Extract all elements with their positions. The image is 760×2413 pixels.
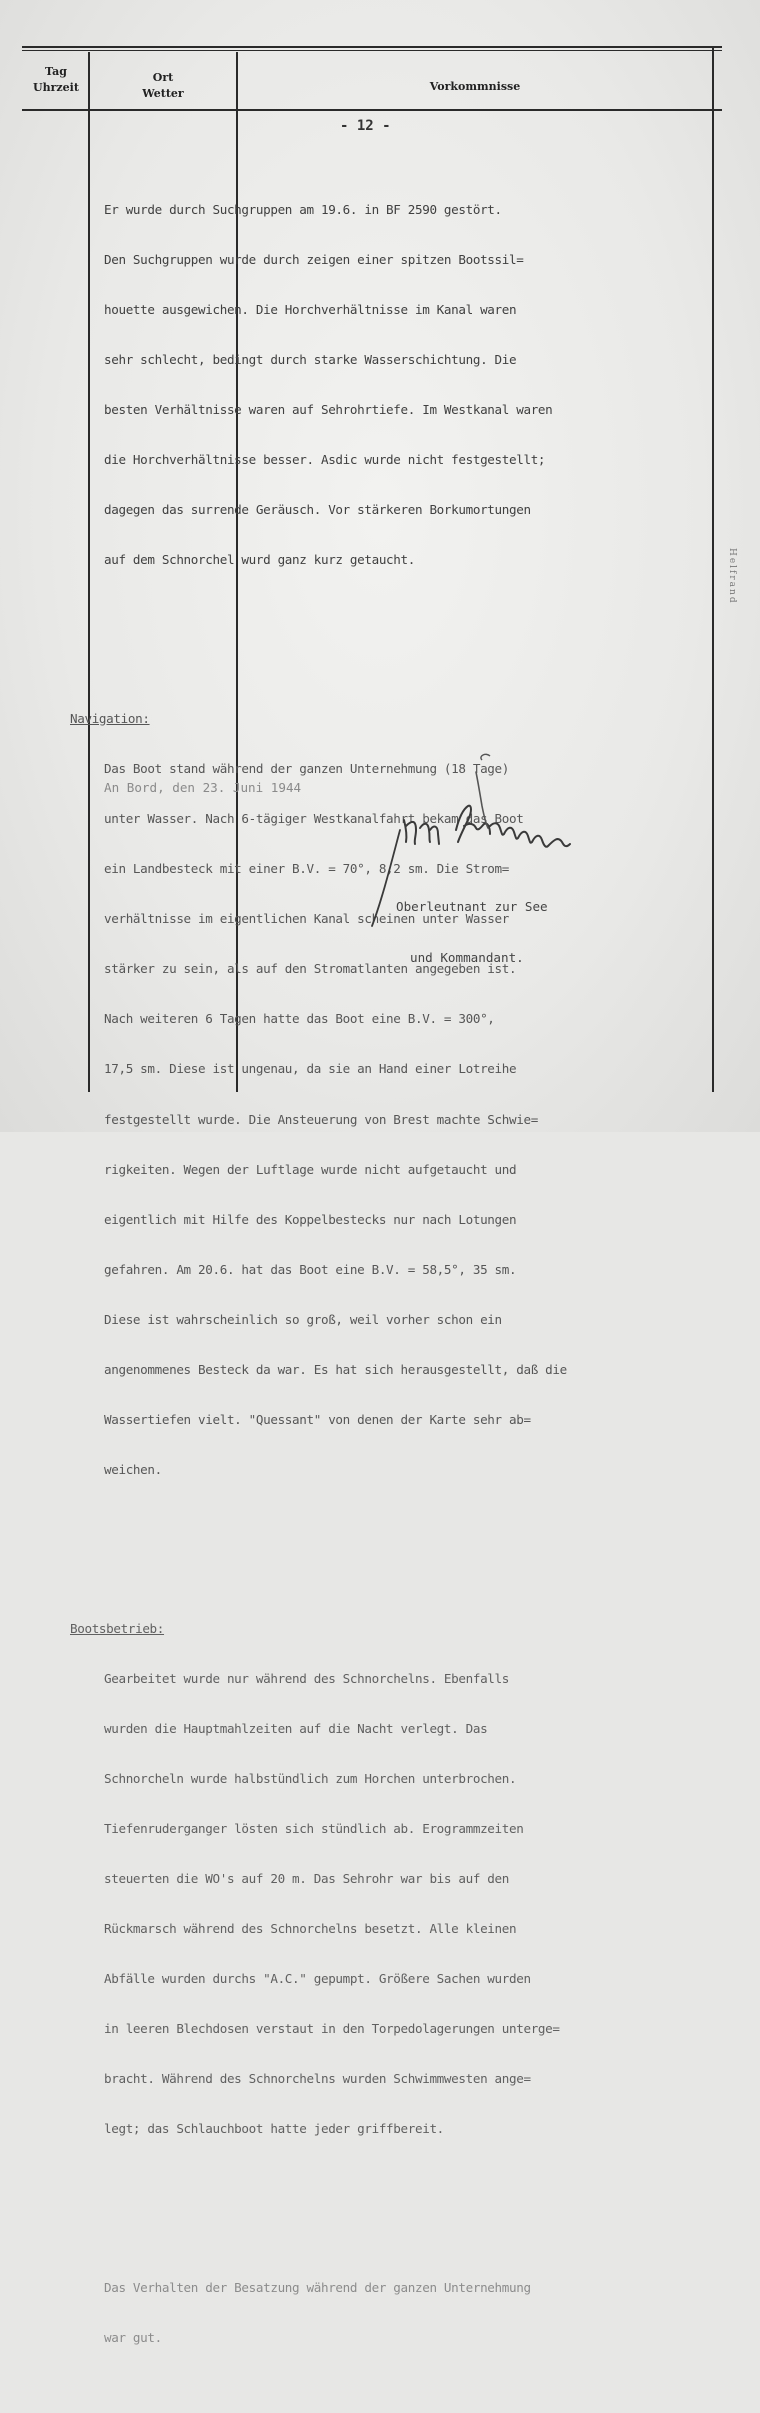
text-line: in leeren Blechdosen verstaut in den Torpedolagerungen unterge= — [104, 2021, 560, 2037]
text-line: Gearbeitet wurde nur während des Schnorchelns. Ebenfalls — [104, 1670, 509, 1686]
text-line: rigkeiten. Wegen der Luftlage wurde nicht aufgetaucht und — [104, 1161, 517, 1177]
text-line: Rückmarsch während des Schnorchelns besetzt. Alle kleinen — [104, 1921, 517, 1937]
text-line: Er wurde durch Suchgruppen am 19.6. in BF 2590 gestört. — [104, 201, 502, 217]
header-vorkommnisse: Vorkommnisse — [429, 80, 521, 93]
text-line: festgestellt wurde. Die Ansteuerung von Brest machte Schwie= — [104, 1111, 538, 1127]
text-line: dagegen das surrende Geräusch. Vor stärkeren Borkumortungen — [104, 502, 531, 518]
text-line: Das Verhalten der Besatzung während der ganzen Unternehmung — [104, 2279, 531, 2295]
section-heading-bootsbetrieb: Bootsbetrieb: — [70, 1620, 165, 1636]
text-line: Abfälle wurden durchs "A.C." gepumpt. Größere Sachen wurden — [104, 1971, 531, 1987]
header-tag-uhrzeit — [24, 64, 88, 96]
paragraph-besatzung — [104, 2246, 716, 2380]
text-line: wurden die Hauptmahlzeiten auf die Nacht verlegt. Das — [104, 1720, 488, 1736]
text-line: auf dem Schnorchel wurd ganz kurz getaucht. — [104, 552, 415, 568]
text-line: Diese ist wahrscheinlich so groß, weil vorher schon ein — [104, 1311, 502, 1327]
section-heading-navigation: Navigation: — [70, 710, 150, 726]
text-line: eigentlich mit Hilfe des Koppelbestecks nur nach Lotungen — [104, 1211, 517, 1227]
text-line: die Horchverhältnisse besser. Asdic wurde nicht festgestellt; — [104, 452, 546, 468]
text-line: steuerten die WO's auf 20 m. Das Sehrohr war bis auf den — [104, 1870, 509, 1886]
text-line: Den Suchgruppen wurde durch zeigen einer spitzen Bootssil= — [104, 251, 524, 267]
text-line: stärker zu sein, als auf den Stromatlanten angegeben ist. — [104, 961, 517, 977]
text-line: besten Verhältnisse waren auf Sehrohrtiefe. Im Westkanal waren — [104, 402, 553, 418]
header-tag: Tag — [45, 65, 67, 78]
paragraph-bootsbetrieb — [70, 1587, 716, 2171]
text-line: 17,5 sm. Diese ist ungenau, da sie an Hand einer Lotreihe — [104, 1061, 517, 1077]
text-line: gefahren. Am 20.6. hat das Boot eine B.V. = 58,5°, 35 sm. — [104, 1261, 517, 1277]
header-wetter: Wetter — [142, 87, 184, 100]
paragraph-sonar — [104, 168, 716, 602]
column-divider-1 — [88, 52, 90, 1092]
text-line: Das Boot stand während der ganzen Unternehmung (18 Tage) — [104, 760, 509, 776]
rank-line-2: und Kommandant. — [410, 950, 524, 965]
page-number: - 12 - — [340, 118, 391, 134]
text-line: bracht. Während des Schnorchelns wurden Schwimmwesten ange= — [104, 2071, 531, 2087]
place-date-line: An Bord, den 23. Juni 1944 — [104, 780, 302, 795]
text-line: Nach weiteren 6 Tagen hatte das Boot eine B.V. = 300°, — [104, 1011, 495, 1027]
table-top-border — [22, 46, 722, 48]
report-body — [70, 135, 716, 2413]
header-ort: Ort — [152, 71, 174, 84]
text-line: angenommenes Besteck da war. Es hat sich herausgestellt, daß die — [104, 1362, 567, 1377]
table-top-border-inner — [22, 50, 722, 51]
text-line: Schnorcheln wurde halbstündlich zum Horchen unterbrochen. — [104, 1770, 517, 1786]
text-line: houette ausgewichen. Die Horchverhältnisse im Kanal waren — [104, 302, 517, 317]
text-line: unter Wasser. Nach 6-tägiger Westkanalfahrt bekam das Boot — [104, 810, 524, 826]
rank-line-1: Oberleutnant zur See — [396, 899, 548, 914]
text-line: Wassertiefen vielt. "Quessant" von denen der Karte sehr ab= — [104, 1412, 531, 1428]
header-ort-wetter — [90, 70, 236, 102]
header-uhrzeit: Uhrzeit — [33, 81, 79, 94]
text-line: Tiefenruderganger lösten sich stündlich ab. Erogrammzeiten — [104, 1820, 524, 1836]
text-line: weichen. — [104, 1462, 162, 1478]
text-line: verhältnisse im eigentlichen Kanal scheinen unter Wasser — [104, 911, 509, 927]
signatory-rank — [396, 864, 548, 1000]
text-line: war gut. — [104, 2329, 162, 2345]
text-line: sehr schlecht, bedingt durch starke Wasserschichtung. Die — [104, 352, 517, 368]
text-line: legt; das Schlauchboot hatte jeder griffbereit. — [104, 2121, 444, 2137]
margin-stamp: Helfrand — [727, 548, 737, 605]
header-bottom-border — [22, 109, 722, 111]
text-line: ein Landbesteck mit einer B.V. = 70°, 8,2 sm. Die Strom= — [104, 861, 509, 877]
